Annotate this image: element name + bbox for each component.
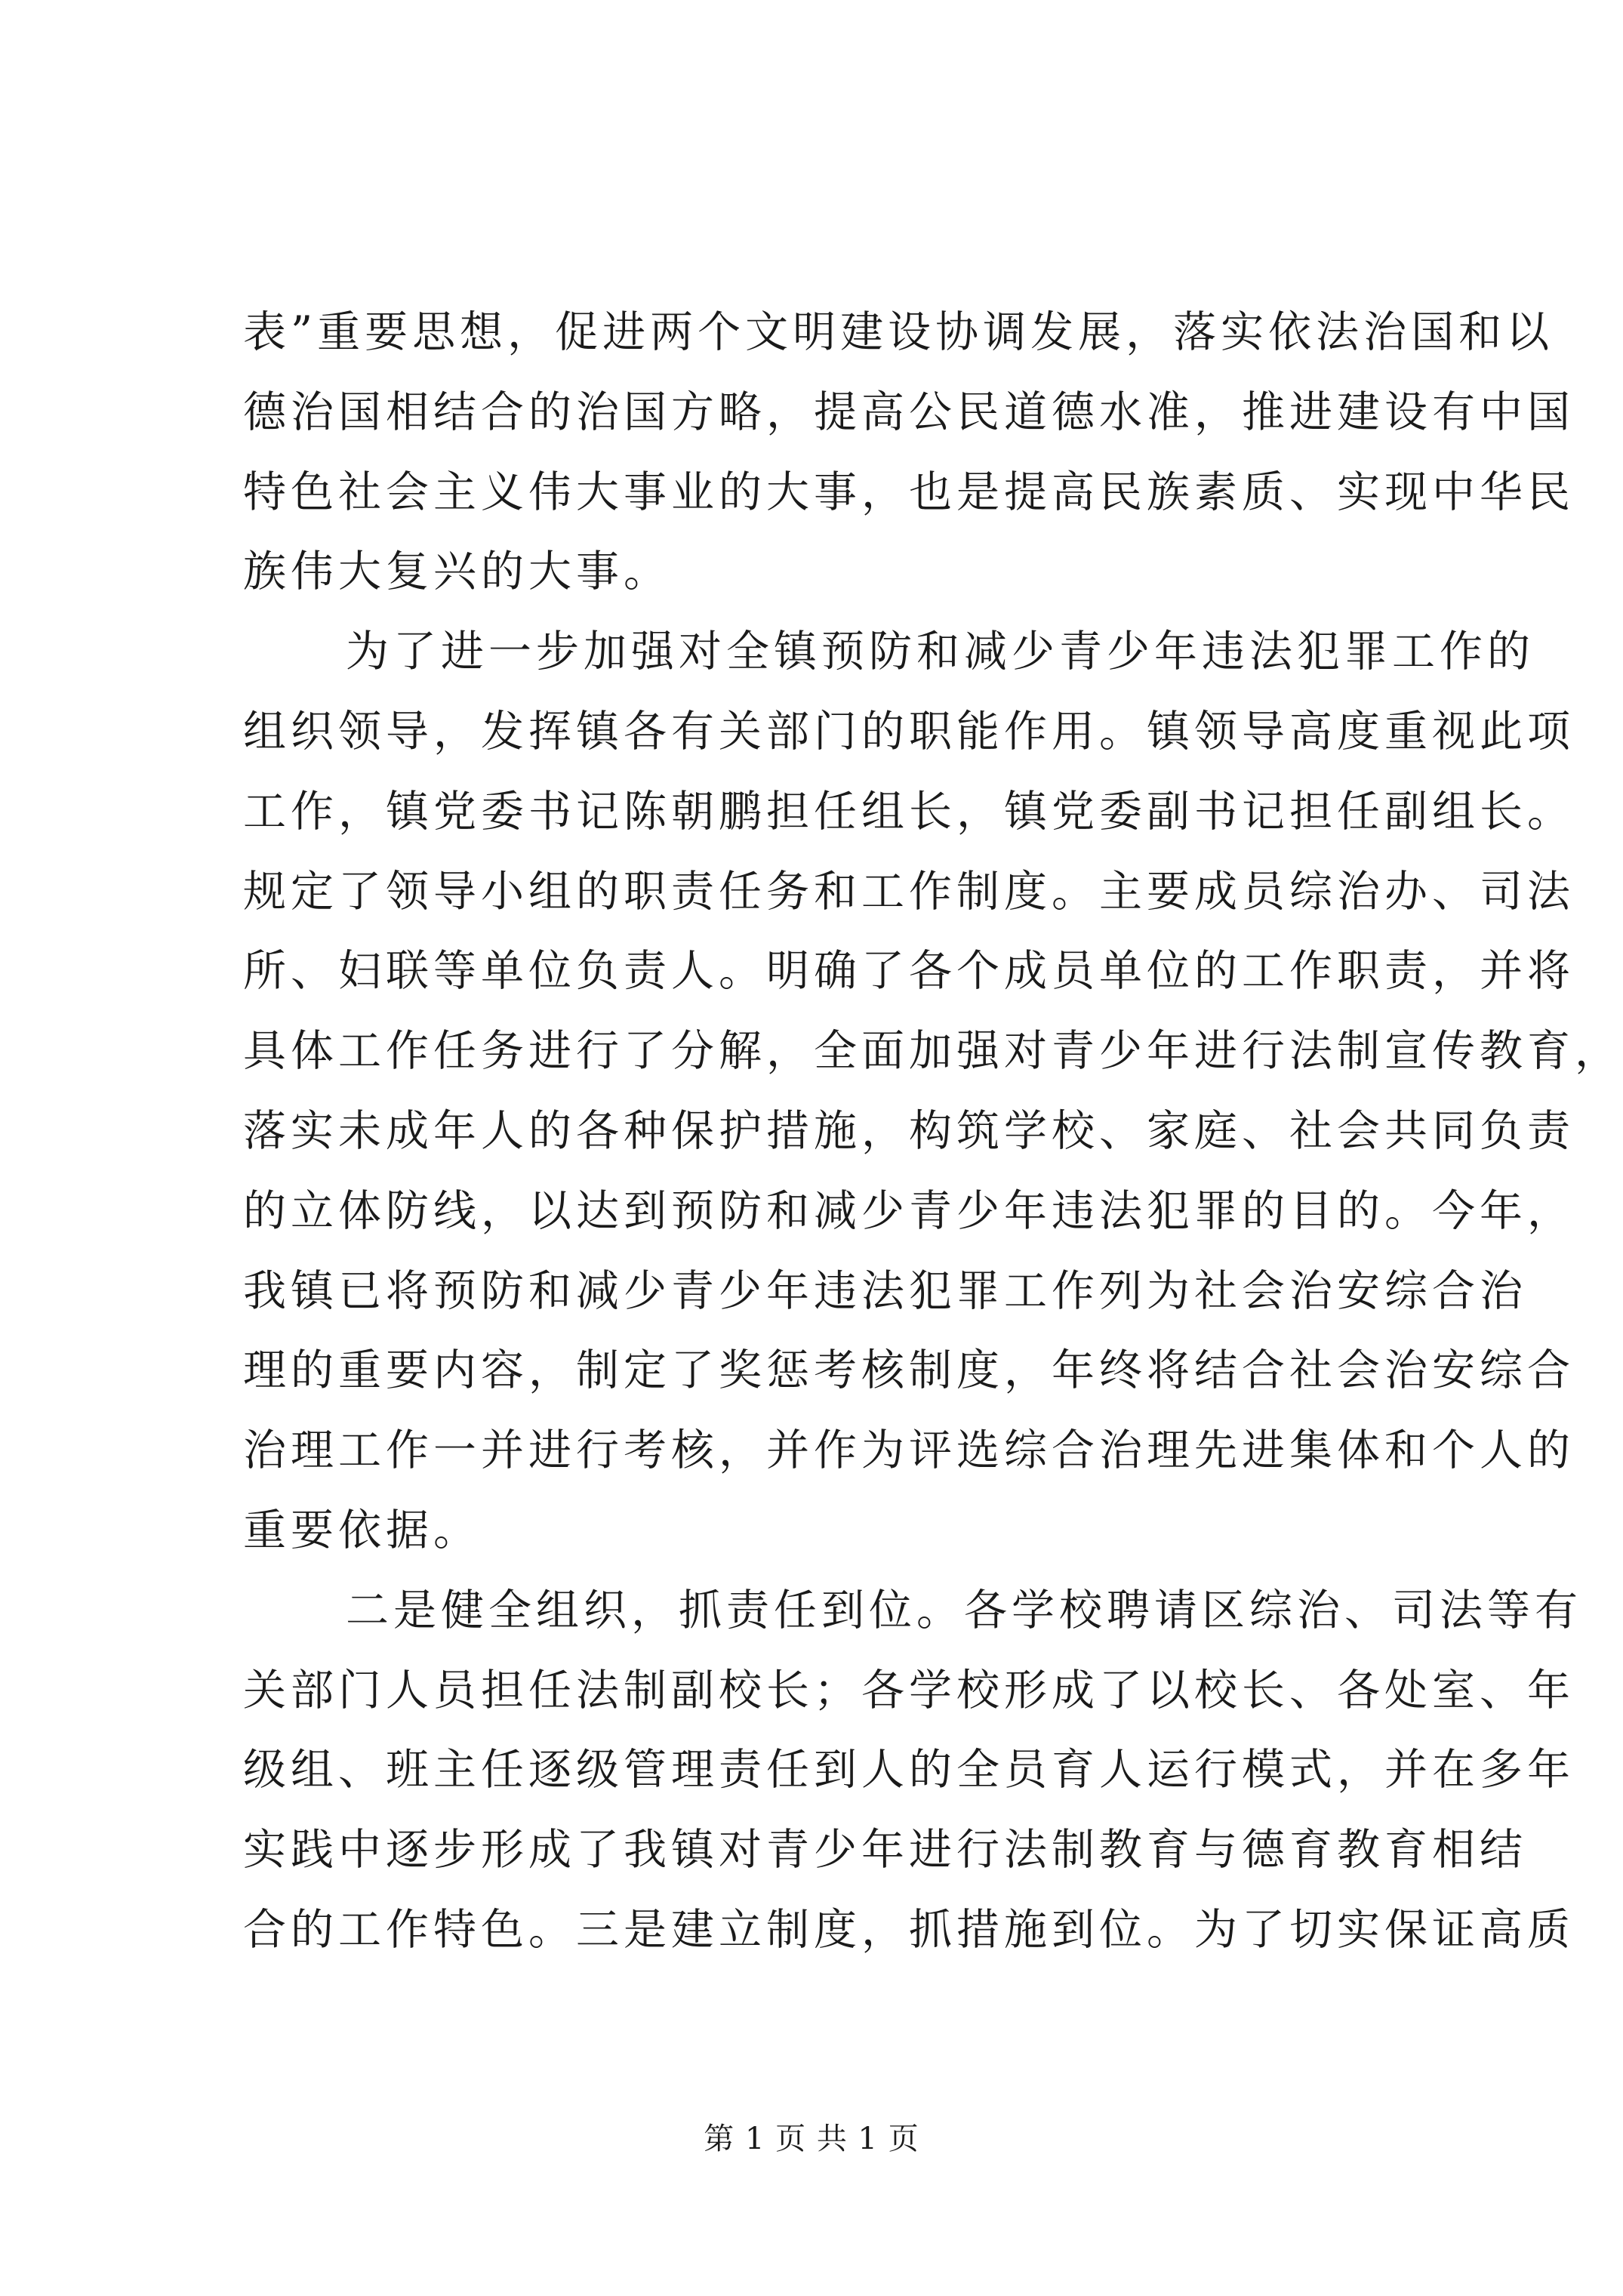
text-line: 组织领导，发挥镇各有关部门的职能作用。镇领导高度重视此项	[243, 706, 1575, 757]
paragraph	[243, 293, 1575, 612]
text-line: 族伟大复兴的大事。	[243, 547, 671, 597]
text-line: 治理工作一并进行考核，并作为评选综合治理先进集体和个人的	[243, 1425, 1575, 1476]
text-line: 所、妇联等单位负责人。明确了各个成员单位的工作职责，并将	[243, 946, 1575, 997]
text-line: 二是健全组织，抓责任到位。各学校聘请区综治、司法等有	[346, 1585, 1582, 1635]
text-line: 德治国相结合的治国方略，提高公民道德水准，推进建设有中国	[243, 387, 1575, 437]
text-line: 理的重要内容，制定了奖惩考核制度，年终将结合社会治安综合	[243, 1345, 1575, 1396]
text-line: 的立体防线，以达到预防和减少青少年违法犯罪的目的。今年，	[243, 1185, 1575, 1236]
text-line: 关部门人员担任法制副校长；各学校形成了以校长、各处室、年	[243, 1665, 1575, 1715]
text-line: 我镇已将预防和减少青少年违法犯罪工作列为社会治安综合治	[243, 1265, 1527, 1316]
paragraph	[243, 1571, 1582, 1971]
text-line: 实践中逐步形成了我镇对青少年进行法制教育与德育教育相结	[243, 1825, 1527, 1875]
text-line: 具体工作任务进行了分解，全面加强对青少年进行法制宣传教育，	[243, 1026, 1622, 1077]
page-footer: 第 1 页 共 1 页	[704, 2122, 919, 2156]
text-line: 重要依据。	[243, 1505, 481, 1555]
text-line: 合的工作特色。三是建立制度，抓措施到位。为了切实保证高质	[243, 1904, 1575, 1955]
paragraph	[243, 612, 1622, 1571]
text-line: 表”重要思想，促进两个文明建设协调发展，落实依法治国和以	[243, 307, 1554, 357]
text-line: 特色社会主义伟大事业的大事，也是提高民族素质、实现中华民	[243, 467, 1575, 517]
document-body	[243, 293, 1622, 1971]
text-line: 工作，镇党委书记陈朝鹏担任组长，镇党委副书记担任副组长。	[243, 786, 1575, 837]
text-line: 级组、班主任逐级管理责任到人的全员育人运行模式，并在多年	[243, 1745, 1575, 1795]
text-line: 规定了领导小组的职责任务和工作制度。主要成员综治办、司法	[243, 866, 1575, 917]
text-line: 为了进一步加强对全镇预防和减少青少年违法犯罪工作的	[346, 627, 1535, 677]
text-line: 落实未成年人的各种保护措施，构筑学校、家庭、社会共同负责	[243, 1105, 1575, 1156]
